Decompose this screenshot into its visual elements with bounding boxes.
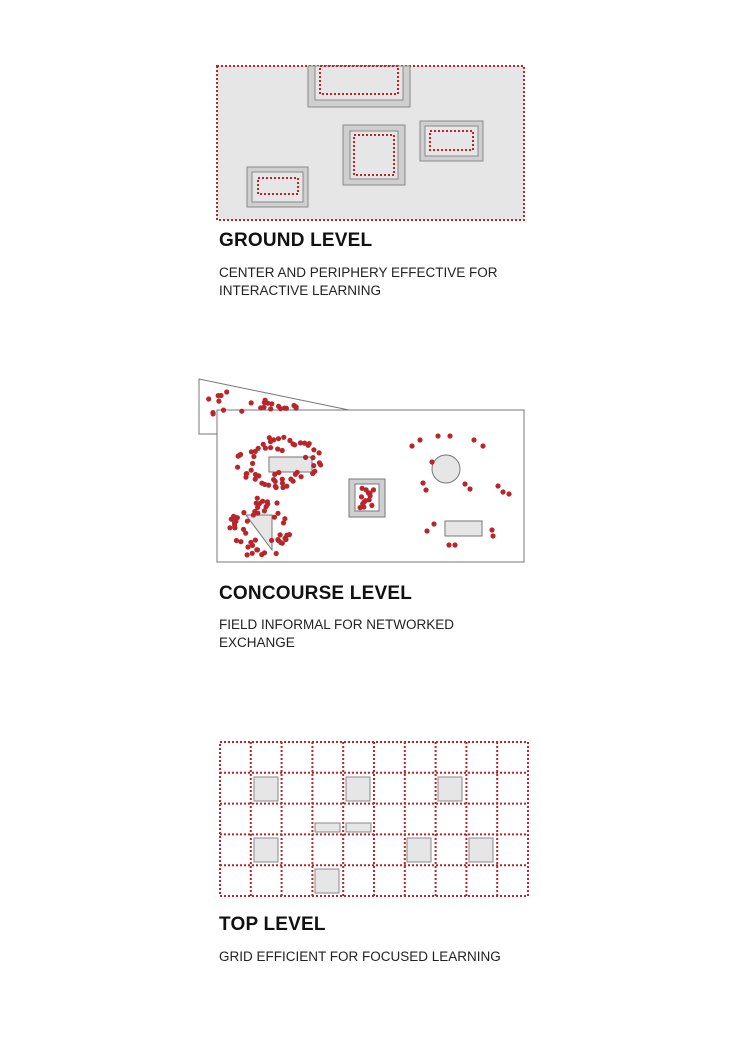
person-dot [218,393,223,398]
concourse-round-table [432,455,460,483]
person-dot [361,504,366,509]
person-dot [268,445,273,450]
person-dot [424,528,429,533]
ground-level-description-line2: INTERACTIVE LEARNING [219,283,382,298]
person-dot [271,437,276,442]
person-dot [284,484,289,489]
top-room [346,823,371,832]
person-dot [269,538,274,543]
person-dot [249,400,254,405]
person-dot [462,481,467,486]
person-dot [278,540,283,545]
person-dot [435,433,440,438]
person-dot [292,442,297,447]
person-dot [258,405,263,410]
person-dot [367,497,372,502]
person-dot [262,550,267,555]
person-dot [244,471,249,476]
person-dot [245,544,250,549]
ground-level-description-line1: CENTER AND PERIPHERY EFFECTIVE FOR [219,265,498,280]
person-dot [306,443,311,448]
person-dot [233,519,238,524]
person-dot [287,438,292,443]
person-dot [236,454,241,459]
person-dot [255,496,260,501]
person-dot [210,410,215,415]
person-dot [290,441,295,446]
person-dot [241,527,246,532]
person-dot [318,462,323,467]
person-dot [238,452,243,457]
person-dot [280,485,285,490]
person-dot [282,536,287,541]
person-dot [420,480,425,485]
top-level-grid-lines [220,742,528,896]
person-dot [471,437,476,442]
person-dot [364,487,369,492]
person-dot [235,465,240,470]
person-dot [237,453,242,458]
top-room [469,838,493,862]
ground-block-top [308,66,410,107]
person-dot [253,477,258,482]
person-dot [409,443,414,448]
person-dot [298,440,303,445]
person-dot [311,463,316,468]
concourse-people-dots [206,389,512,557]
person-dot [368,493,373,498]
person-dot [234,538,239,543]
person-dot [317,460,322,465]
person-dot [506,491,511,496]
person-dot [262,400,267,405]
person-dot [257,501,262,506]
person-dot [294,406,299,411]
person-dot [288,477,293,482]
person-dot [283,537,288,542]
person-dot [250,543,255,548]
person-dot [245,519,250,524]
person-dot [231,514,236,519]
person-dot [291,403,296,408]
concourse-table-left [269,457,312,472]
person-dot [232,520,237,525]
person-dot [216,393,221,398]
person-dot [299,474,304,479]
person-dot [371,487,376,492]
person-dot [264,504,269,509]
person-dot [267,435,272,440]
person-dot [310,455,315,460]
person-dot [310,471,315,476]
person-dot [446,542,451,547]
top-level-title: TOP LEVEL [219,914,326,935]
concourse-core [349,479,385,517]
person-dot [265,499,270,504]
person-dot [363,498,368,503]
person-dot [275,537,280,542]
concourse-floor-plate [217,410,524,562]
person-dot [250,461,255,466]
concourse-level-description [219,616,519,652]
person-dot [255,505,260,510]
person-dot [216,399,221,404]
person-dot [467,486,472,491]
person-dot [261,442,266,447]
person-dot [366,490,371,495]
person-dot [243,475,248,480]
person-dot [211,411,216,416]
ground-floor-plate [217,66,524,220]
person-dot [263,398,268,403]
person-dot [317,450,322,455]
person-dot [229,517,234,522]
person-dot [452,542,457,547]
person-dot [224,389,229,394]
ground-level-description [219,264,519,300]
person-dot [367,490,372,495]
person-dot [280,448,285,453]
person-dot [281,435,286,440]
person-dot [262,482,267,487]
person-dot [249,468,254,473]
person-dot [429,459,434,464]
person-dot [431,521,436,526]
person-dot [231,517,236,522]
person-dot [359,494,364,499]
person-dot [480,443,485,448]
person-dot [260,499,265,504]
concourse-level-description-line2: EXCHANGE [219,635,295,650]
person-dot [272,472,277,477]
person-dot [273,479,278,484]
person-dot [259,552,264,557]
person-dot [252,509,257,514]
person-dot [266,483,271,488]
person-dot [263,446,268,451]
person-dot [276,470,281,475]
person-dot [250,551,255,556]
person-dot [269,401,274,406]
person-dot [284,533,289,538]
person-dot [233,515,238,520]
person-dot [251,454,256,459]
top-room [438,777,462,801]
concourse-wing [199,379,349,434]
top-room [346,777,370,801]
person-dot [280,541,285,546]
person-dot [311,447,316,452]
person-dot [268,439,273,444]
person-dot [360,486,365,491]
person-dot [281,520,286,525]
person-dot [274,500,279,505]
person-dot [284,406,289,411]
person-dot [312,469,317,474]
person-dot [227,525,232,530]
concourse-level-description-line1: FIELD INFORMAL FOR NETWORKED [219,617,455,632]
person-dot [303,455,308,460]
person-dot [265,501,270,506]
person-dot [276,436,281,441]
concourse-triangle-object [246,515,272,550]
top-room [315,823,340,832]
person-dot [307,441,312,446]
person-dot [278,532,283,537]
person-dot [265,401,270,406]
person-dot [423,487,428,492]
person-dot [256,446,261,451]
person-dot [256,473,261,478]
person-dot [360,501,365,506]
person-dot [275,446,280,451]
person-dot [206,396,211,401]
person-dot [361,500,366,505]
person-dot [275,511,280,516]
person-dot [500,489,505,494]
person-dot [282,516,287,521]
person-dot [447,433,452,438]
person-dot [268,406,273,411]
person-dot [221,408,226,413]
concourse-table-right [445,521,482,536]
person-dot [253,472,258,477]
person-dot [358,505,363,510]
person-dot [259,481,264,486]
person-dot [248,540,253,545]
person-dot [272,515,277,520]
person-dot [294,404,299,409]
person-dot [244,471,249,476]
person-dot [489,527,494,532]
person-dot [293,472,298,477]
top-level-description [219,948,519,966]
person-dot [255,510,260,515]
person-dot [243,531,248,536]
person-dot [232,525,237,530]
person-dot [245,552,250,557]
person-dot [233,515,238,520]
person-dot [255,547,260,552]
person-dot [490,533,495,538]
person-dot [369,503,374,508]
top-room [315,869,339,893]
top-room [254,777,278,801]
top-room [254,838,278,862]
person-dot [280,477,285,482]
person-dot [254,501,259,506]
person-dot [276,538,281,543]
person-dot [273,484,278,489]
person-dot [274,485,279,490]
person-dot [232,523,237,528]
person-dot [253,449,258,454]
person-dot [291,479,296,484]
person-dot [287,532,292,537]
person-dot [302,441,307,446]
person-dot [280,481,285,486]
person-dot [271,477,276,482]
person-dot [254,547,259,552]
person-dot [253,538,258,543]
top-level-description-line1: GRID EFFICIENT FOR FOCUSED LEARNING [219,949,501,964]
top-floor-plate [220,742,528,896]
top-level-rooms [254,777,493,893]
concourse-level-title: CONCOURSE LEVEL [219,583,413,604]
person-dot [249,449,254,454]
person-dot [241,510,246,515]
person-dot [274,551,279,556]
person-dot [295,470,300,475]
person-dot [495,483,500,488]
ground-block-left [247,167,308,207]
ground-block-right [420,121,483,161]
person-dot [251,512,256,517]
person-dot [417,437,422,442]
person-dot [262,508,267,513]
person-dot [239,409,244,414]
ground-level-title: GROUND LEVEL [219,230,373,251]
person-dot [278,406,283,411]
person-dot [276,404,281,409]
person-dot [261,405,266,410]
person-dot [282,406,287,411]
person-dot [235,515,240,520]
top-room [407,838,431,862]
person-dot [238,539,243,544]
ground-block-center [343,125,405,185]
